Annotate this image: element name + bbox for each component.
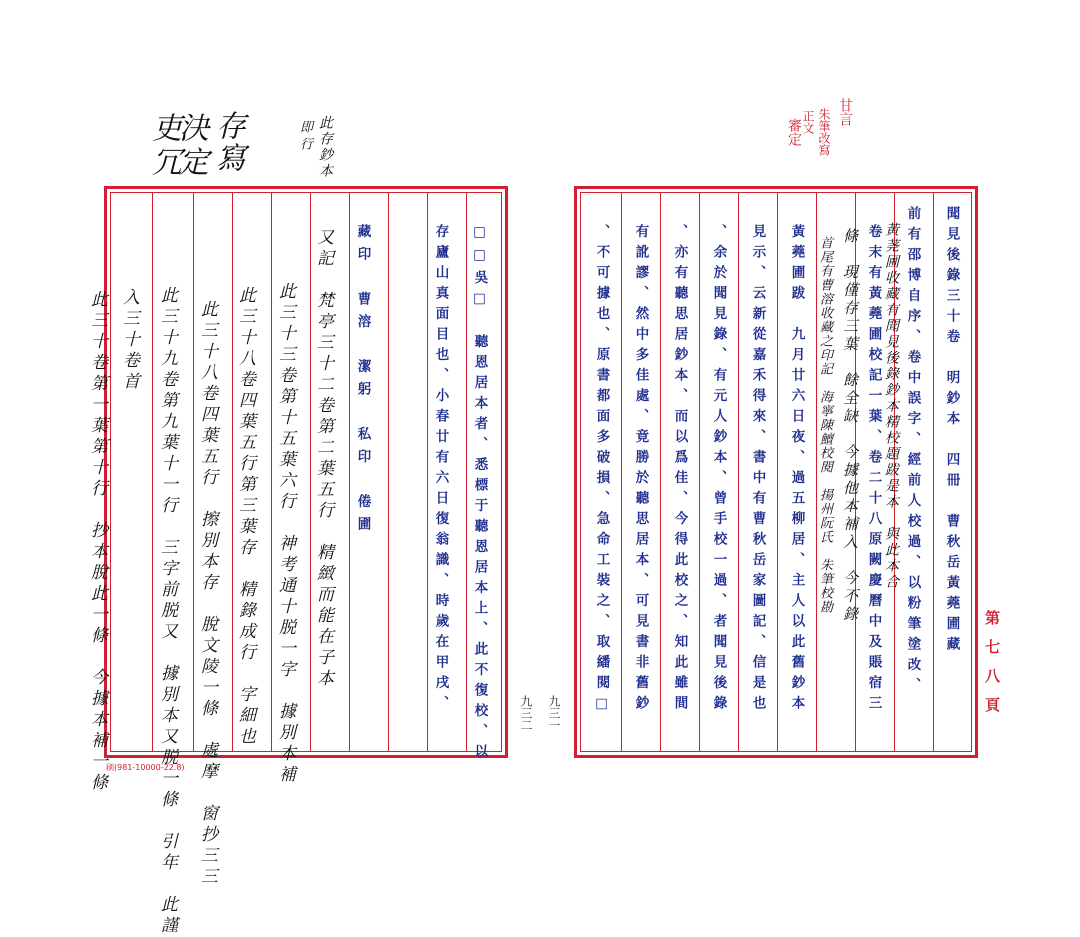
print-code-footer: 刷(981-10000-22.8) bbox=[106, 763, 185, 772]
right-column-11: 有訛謬、然中多佳處、竟勝於聽思居本、可見書非舊鈔 bbox=[632, 224, 649, 716]
left-column-4: 又記 梵亭三十二卷第二葉五行 精緻而能在子本 bbox=[313, 228, 333, 690]
left-column-5: 此三十三卷第十五葉六行 神考通十脱一字 據別本補 bbox=[275, 282, 295, 786]
right-column-4: 卷末有黃蕘圃校記一葉、卷二十八原闕慶曆中及賬宿三 bbox=[865, 224, 882, 716]
left-top-note-1: 吏冗 bbox=[146, 112, 181, 180]
left-column-8: 此三十九卷第九葉十一行 三字前脱又 據別本又脱一條 引年 此謹 bbox=[157, 286, 177, 937]
right-page-number: 九三一 bbox=[547, 695, 561, 731]
left-page-number: 九三二 bbox=[519, 695, 533, 731]
left-column-9: 入三十卷首 bbox=[119, 288, 139, 393]
left-top-note-2: 決定 bbox=[173, 112, 208, 180]
left-column-6: 此三十八卷四葉五行第三葉存 精錄成行 字細也 bbox=[235, 286, 255, 748]
left-top-note-3: 存寫 bbox=[210, 110, 245, 174]
left-column-7: 此三十八卷四葉五行 擦別本存 脫文陵一條 處摩 窗抄三三 bbox=[197, 300, 217, 888]
right-column-3: 黃荛圃收藏有聞見後錄鈔本精校題跋是本 與此本合 bbox=[883, 222, 899, 590]
right-column-12: 、不可據也、原書都面多破損、急命工裝之、取繙閱□ bbox=[593, 224, 610, 719]
right-side-label: 第七八頁 bbox=[983, 610, 1001, 726]
left-top-note-4: 此存鈔本 bbox=[317, 115, 333, 179]
right-column-10: 、亦有聽思居鈔本、而以爲佳、今得此校之、知此雖間 bbox=[671, 224, 688, 716]
right-top-note-1: 甘言 bbox=[837, 98, 853, 126]
left-column-1: □□吳□ 聽恩居本者、悉標于聽恩居本上、此不復校、以 bbox=[471, 224, 488, 765]
right-column-9: 、余於聞見錄、有元人鈔本、曾手校一過、者聞見後錄 bbox=[710, 224, 727, 716]
right-column-5: 條 現僅存三葉 餘全缺 今據他本補入 今不錄 bbox=[841, 228, 859, 624]
right-column-8: 見示、云新從嘉禾得來、書中有曹秋岳家圖記、信是也 bbox=[749, 224, 766, 716]
left-column-3: 藏印 曹溶 潔躬 私印 倦圃 bbox=[354, 224, 371, 539]
right-column-1: 聞見後錄三十卷 明鈔本 四冊 曹秋岳黃蕘圃藏 bbox=[943, 206, 960, 657]
right-top-note-4: 審定 bbox=[786, 118, 802, 146]
left-top-note-5: 即行 bbox=[297, 120, 312, 154]
right-top-note-2: 朱筆改寫 bbox=[817, 108, 831, 156]
left-column-10: 此三十卷第一葉第十行 抄本脫此一條 今據本補一條 bbox=[87, 290, 107, 794]
left-column-2: 存廬山真面目也、小春廿有六日復翁識、時歲在甲戌、 bbox=[432, 224, 449, 716]
right-top-note-3: 正文 bbox=[801, 110, 815, 134]
right-column-7: 黃蕘圃跋 九月廿六日夜、過五柳居、主人以此舊鈔本 bbox=[788, 224, 805, 716]
right-column-2: 前有邵博自序、卷中誤字、經前人校過、以粉筆塗改、 bbox=[904, 206, 921, 698]
right-column-6: 首尾有曹溶收藏之印記 海寧陳鱣校閱 揚州阮氏 朱筆校勘 bbox=[817, 236, 832, 614]
